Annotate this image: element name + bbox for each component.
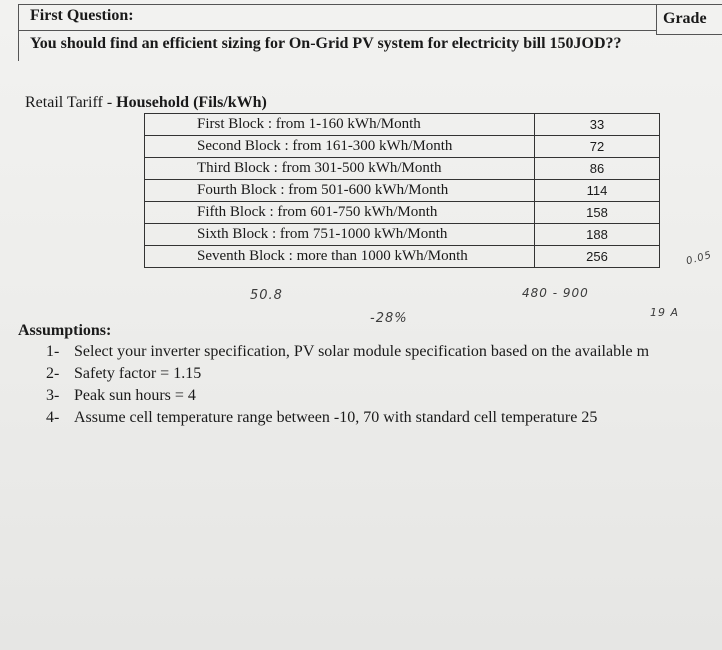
handwritten-note: 19 A <box>650 306 680 319</box>
tariff-prefix: Retail Tariff - <box>25 94 113 111</box>
tariff-title: Household (Fils/kWh) <box>116 94 267 111</box>
handwritten-note: 50.8 <box>250 288 283 303</box>
block-label: Second Block : from 161-300 kWh/Month <box>145 136 535 158</box>
block-label: Sixth Block : from 751-1000 kWh/Month <box>145 224 535 246</box>
item-text: Select your inverter specification, PV solar module specification based on the available m <box>74 343 650 360</box>
list-item <box>46 407 649 429</box>
block-value: 188 <box>535 224 660 246</box>
handwritten-note: 0.05 <box>685 249 714 268</box>
list-item <box>46 363 649 385</box>
list-item <box>46 341 649 363</box>
block-label: Fourth Block : from 501-600 kWh/Month <box>145 180 535 202</box>
table-row <box>145 202 660 224</box>
block-value: 256 <box>535 246 660 268</box>
question-text: You should find an efficient sizing for On-Grid PV system for electricity bill 150JOD?? <box>30 35 622 52</box>
table-row <box>145 158 660 180</box>
grade-label: Grade <box>663 10 707 27</box>
item-number: 1- <box>46 343 60 360</box>
item-text: Assume cell temperature range between -10, 70 with standard cell temperature 25 <box>74 409 598 426</box>
tariff-heading <box>25 94 267 112</box>
table-row <box>145 246 660 268</box>
assumptions-title: Assumptions: <box>18 322 112 339</box>
item-number: 4- <box>46 409 60 426</box>
block-label: Fifth Block : from 601-750 kWh/Month <box>145 202 535 224</box>
table-row <box>145 224 660 246</box>
block-value: 114 <box>535 180 660 202</box>
block-label: Third Block : from 301-500 kWh/Month <box>145 158 535 180</box>
item-text: Safety factor = 1.15 <box>74 365 202 382</box>
item-number: 3- <box>46 387 60 404</box>
item-number: 2- <box>46 365 60 382</box>
list-item <box>46 385 649 407</box>
tariff-table <box>144 113 660 268</box>
assumptions-list <box>46 341 649 429</box>
table-row <box>145 136 660 158</box>
header-divider <box>18 30 656 31</box>
section-title: First Question: <box>30 7 134 24</box>
block-label: Seventh Block : more than 1000 kWh/Month <box>145 246 535 268</box>
item-text: Peak sun hours = 4 <box>74 387 196 404</box>
handwritten-note: -28% <box>370 311 408 326</box>
handwritten-note: 480 - 900 <box>522 286 589 300</box>
block-label: First Block : from 1-160 kWh/Month <box>145 114 535 136</box>
block-value: 86 <box>535 158 660 180</box>
table-row <box>145 180 660 202</box>
block-value: 158 <box>535 202 660 224</box>
block-value: 72 <box>535 136 660 158</box>
table-row <box>145 114 660 136</box>
block-value: 33 <box>535 114 660 136</box>
